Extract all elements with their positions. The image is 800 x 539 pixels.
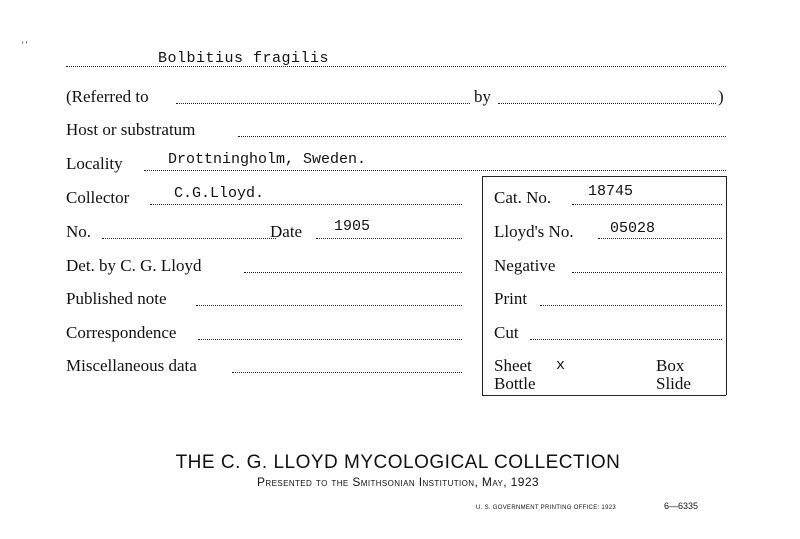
- referred-close-paren: ): [718, 87, 724, 106]
- date-label: Date: [270, 222, 303, 241]
- number-label: No.: [66, 222, 92, 241]
- cut-label: Cut: [494, 323, 519, 342]
- cat-no-line: [572, 204, 722, 205]
- published-line: [196, 305, 462, 306]
- slide-label: Slide: [656, 374, 691, 393]
- host-label: Host or substratum: [66, 120, 196, 139]
- cat-no-label: Cat. No.: [494, 188, 552, 207]
- referred-line: [176, 103, 470, 104]
- collection-subtitle: Presented to the Smithsonian Institution, May, 1923: [257, 475, 539, 489]
- date-line: [316, 238, 462, 239]
- lloyd-no-line: [598, 238, 722, 239]
- correspondence-label: Correspondence: [66, 323, 177, 342]
- box-type-label: Box: [656, 356, 685, 375]
- referred-by-line: [498, 103, 716, 104]
- collector-value: C.G.Lloyd.: [174, 185, 265, 202]
- species-name: Bolbitius fragilis: [158, 50, 330, 67]
- locality-label: Locality: [66, 154, 123, 173]
- cat-no-value: 18745: [588, 183, 634, 200]
- print-label: Print: [494, 289, 528, 308]
- printer-imprint: U. S. GOVERNMENT PRINTING OFFICE: 1923: [476, 505, 616, 511]
- lloyd-no-label: Lloyd's No.: [494, 222, 574, 241]
- negative-line: [572, 272, 722, 273]
- lloyd-no-value: 05028: [610, 220, 656, 237]
- locality-line: [144, 170, 726, 171]
- locality-value: Drottningholm, Sweden.: [168, 151, 367, 168]
- negative-label: Negative: [494, 256, 556, 275]
- det-by-label: Det. by C. G. Lloyd: [66, 256, 202, 275]
- date-value: 1905: [334, 218, 371, 235]
- misc-label: Miscellaneous data: [66, 356, 197, 375]
- published-label: Published note: [66, 289, 167, 308]
- det-by-line: [244, 272, 462, 273]
- referred-label: (Referred to: [66, 87, 149, 106]
- print-line: [540, 305, 722, 306]
- box-right-border: [726, 176, 727, 395]
- misc-line: [232, 372, 462, 373]
- host-line: [238, 136, 726, 137]
- box-left-border: [482, 176, 483, 395]
- sheet-label: Sheet: [494, 356, 532, 375]
- collector-label: Collector: [66, 188, 130, 207]
- number-line: [102, 238, 276, 239]
- bottle-label: Bottle: [494, 374, 536, 393]
- sheet-mark: x: [556, 357, 566, 374]
- collector-line: [150, 204, 462, 205]
- correspondence-line: [198, 339, 462, 340]
- box-top-border: [482, 176, 726, 177]
- collection-title: THE C. G. LLOYD MYCOLOGICAL COLLECTION: [175, 452, 621, 473]
- corner-mark: ' ': [22, 40, 28, 50]
- referred-by-label: by: [474, 87, 491, 106]
- cut-line: [530, 339, 722, 340]
- box-bottom-border: [482, 395, 726, 396]
- form-number: 6—6335: [664, 501, 699, 511]
